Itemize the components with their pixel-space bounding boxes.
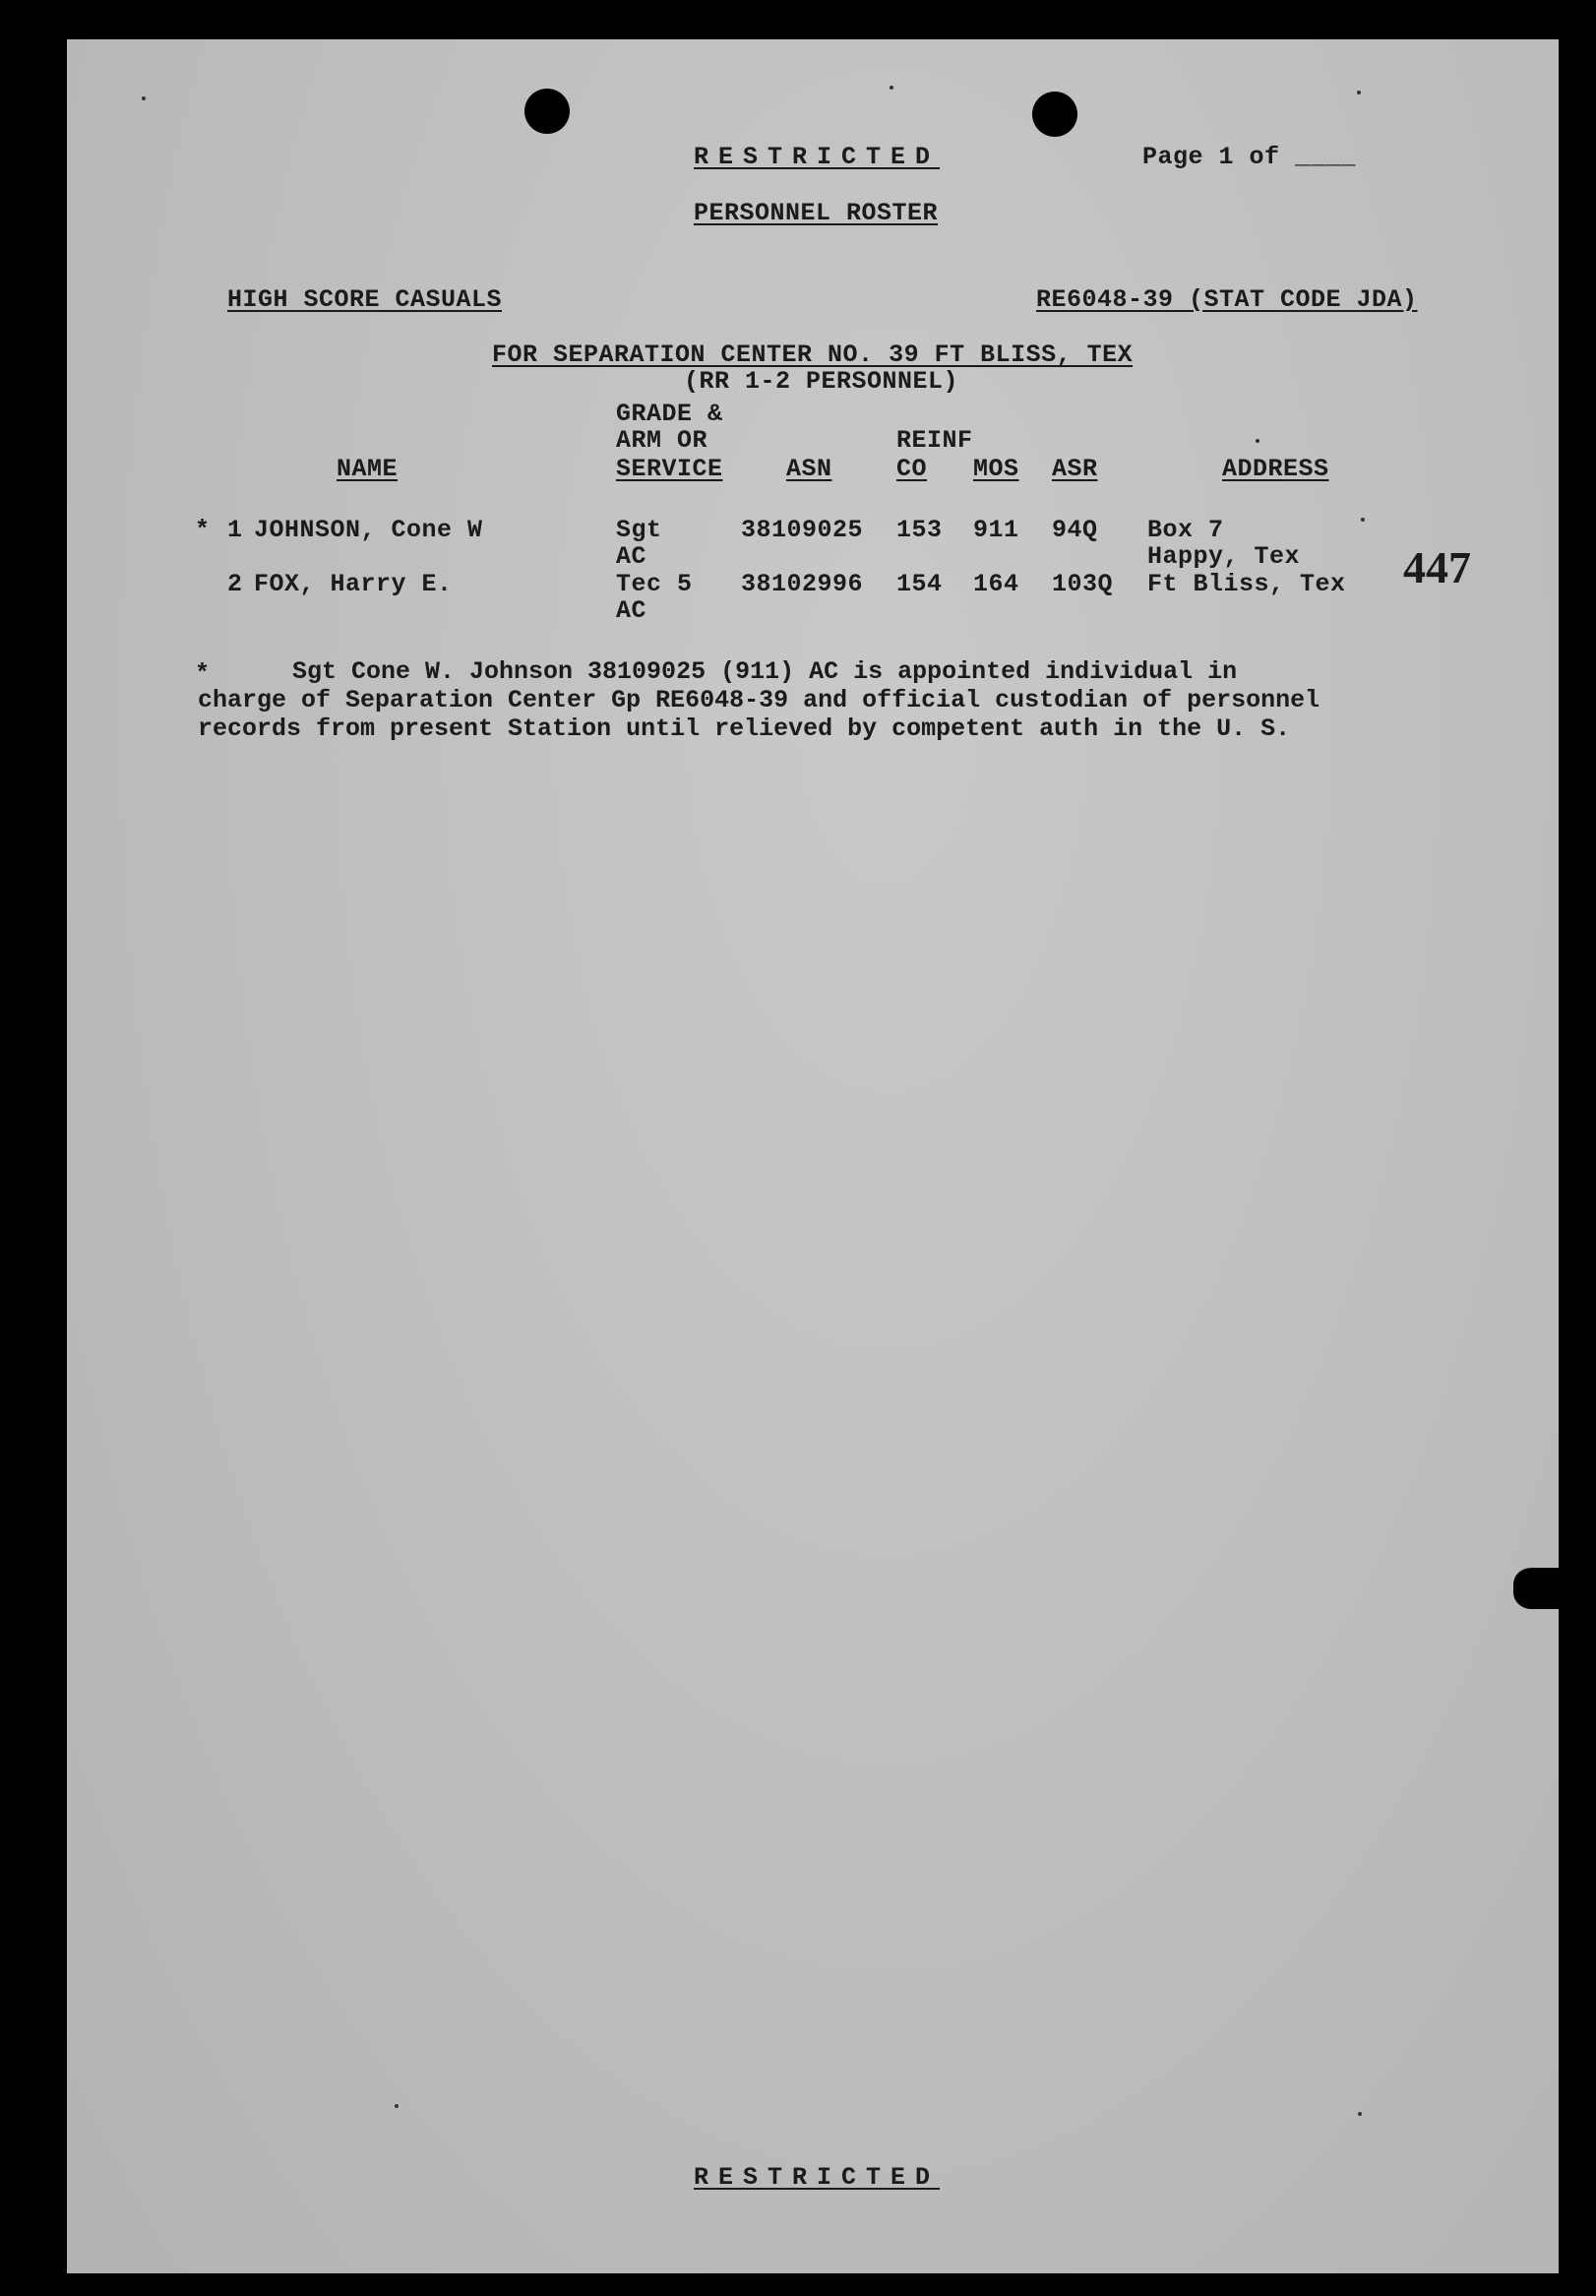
row-number: 2 — [227, 570, 243, 598]
note-line-2: charge of Separation Center Gp RE6048-39 and official custodian of personnel — [198, 686, 1320, 714]
header-grade-line1: GRADE & — [616, 400, 723, 428]
row-asn: 38102996 — [741, 570, 864, 598]
classification-bottom: RESTRICTED — [694, 2163, 941, 2192]
punch-hole-left — [524, 89, 570, 134]
row-address-line1: Box 7 — [1147, 516, 1224, 544]
group-name: HIGH SCORE CASUALS — [227, 285, 503, 314]
paper-speck — [890, 86, 893, 90]
note-line-1: Sgt Cone W. Johnson 38109025 (911) AC is appointed individual in — [292, 657, 1238, 686]
row-arm: AC — [616, 542, 647, 571]
row-mos: 911 — [973, 516, 1019, 544]
punch-hole-right — [1032, 92, 1077, 137]
row-grade: Tec 5 — [616, 570, 693, 598]
row-co: 154 — [896, 570, 943, 598]
note-marker: * — [195, 659, 211, 688]
row-number: 1 — [227, 516, 243, 544]
header-grade-line3: SERVICE — [616, 455, 723, 483]
row-address-line2: Happy, Tex — [1147, 542, 1301, 571]
page-number-label: Page 1 of ____ — [1142, 143, 1357, 171]
subtitle: (RR 1-2 PERSONNEL) — [684, 367, 959, 396]
paper-speck — [1357, 91, 1361, 94]
row-grade: Sgt — [616, 516, 662, 544]
paper-speck — [1256, 439, 1259, 443]
row-asr: 103Q — [1052, 570, 1114, 598]
paper-speck — [1358, 2112, 1362, 2116]
row-address-line1: Ft Bliss, Tex — [1147, 570, 1346, 598]
page-title: PERSONNEL ROSTER — [694, 199, 939, 227]
handwritten-number: 447 — [1403, 542, 1471, 592]
row-co: 153 — [896, 516, 943, 544]
header-reinf: REINF — [896, 426, 973, 455]
row-marker: * — [195, 516, 211, 544]
paper-speck — [395, 2104, 399, 2108]
note-line-3: records from present Station until relieved by competent auth in the U. S. — [198, 714, 1291, 743]
paper-speck — [1361, 518, 1365, 522]
row-mos: 164 — [973, 570, 1019, 598]
row-arm: AC — [616, 596, 647, 625]
header-co: CO — [896, 455, 928, 483]
header-address: ADDRESS — [1222, 455, 1329, 483]
row-name: JOHNSON, Cone W — [254, 516, 483, 544]
group-code: RE6048-39 (STAT CODE JDA) — [1036, 285, 1418, 314]
paper-speck — [142, 96, 146, 100]
row-asr: 94Q — [1052, 516, 1098, 544]
document-page — [67, 39, 1559, 2273]
header-asr: ASR — [1052, 455, 1098, 483]
header-name: NAME — [337, 455, 399, 483]
row-asn: 38109025 — [741, 516, 864, 544]
header-grade-line2: ARM OR — [616, 426, 708, 455]
destination-line: FOR SEPARATION CENTER NO. 39 FT BLISS, TEX — [492, 341, 1134, 369]
row-name: FOX, Harry E. — [254, 570, 453, 598]
classification-top: RESTRICTED — [694, 143, 941, 171]
header-asn: ASN — [786, 455, 832, 483]
paper-edge-tear — [1513, 1568, 1559, 1609]
header-mos: MOS — [973, 455, 1019, 483]
